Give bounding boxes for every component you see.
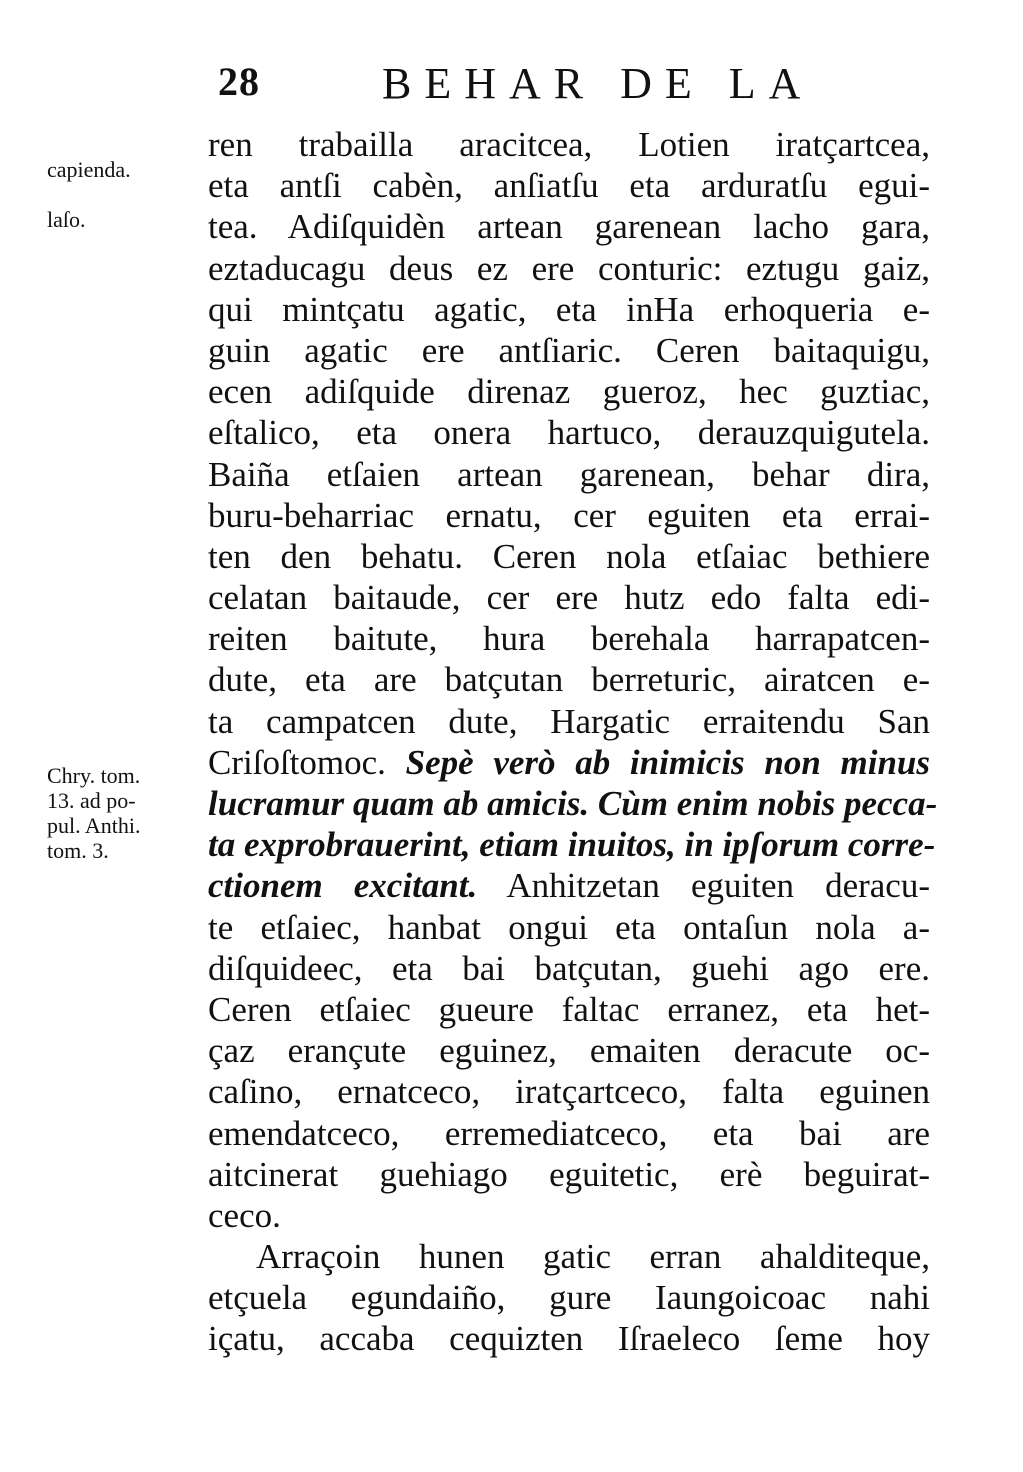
- text-segment: Ceren etſaiec gueure faltac erranez, eta het-: [208, 989, 930, 1029]
- page-number: 28: [218, 59, 260, 104]
- margin-note-citation: [47, 763, 141, 863]
- text-segment: ren trabailla aracitcea, Lotien iratçartcea,: [208, 125, 930, 164]
- text-segment: Baiña etſaien artean garenean, behar dira,: [208, 454, 930, 494]
- text-segment: tea. Adiſquidèn artean garenean lacho gara,: [208, 207, 930, 247]
- citation-line: tom. 3.: [47, 838, 109, 863]
- text-segment: celatan baitaude, cer ere hutz edo falta edi-: [208, 578, 930, 618]
- text-line: [208, 371, 930, 412]
- text-line: [208, 536, 930, 577]
- text-segment: te etſaiec, hanbat ongui eta ontaſun nola a-: [208, 907, 930, 947]
- text-segment: ceco.: [208, 1195, 281, 1235]
- text-line: [208, 1318, 930, 1359]
- text-line: [208, 742, 930, 783]
- text-line: [208, 412, 930, 453]
- text-line: [208, 618, 930, 659]
- margin-note: laſo.: [47, 207, 86, 232]
- text-line: [208, 289, 930, 330]
- text-line: [208, 165, 930, 206]
- text-segment: ten den behatu. Ceren nola etſaiac bethiere: [208, 536, 930, 576]
- text-segment: ta campatcen dute, Hargatic erraitendu San: [208, 701, 930, 741]
- text-segment: qui mintçatu agatic, eta inHa erhoqueria e-: [208, 289, 930, 329]
- text-line: [208, 701, 930, 742]
- text-line: [208, 577, 930, 618]
- text-line: [208, 989, 930, 1030]
- text-segment: caſino, ernatceco, iratçartceco, falta eguinen: [208, 1072, 930, 1112]
- text-line: [208, 783, 938, 824]
- text-segment: Arraçoin hunen gatic erran ahalditeque,: [256, 1237, 930, 1277]
- text-segment: çaz erançute eguinez, emaiten deracute oc-: [208, 1031, 930, 1071]
- text-segment: Criſoſtomoc.: [208, 742, 406, 782]
- text-segment: buru-beharriac ernatu, cer eguiten eta errai-: [208, 495, 930, 535]
- body-text: [208, 124, 938, 1360]
- text-segment: emendatceco, erremediatceco, eta bai are: [208, 1113, 930, 1153]
- running-title: BEHAR DE LA: [382, 59, 814, 108]
- text-line: [208, 907, 930, 948]
- text-line: [208, 824, 936, 865]
- latin-quote: ta exprobrauerint, etiam inuitos, in ipſorum corre-: [208, 825, 936, 865]
- text-segment: eztaducagu deus ez ere conturic: eztugu gaiz,: [208, 248, 930, 288]
- text-segment: dute, eta are batçutan berreturic, airatcen e-: [208, 660, 930, 700]
- text-line: [208, 1277, 930, 1318]
- text-line: [208, 1195, 930, 1236]
- text-segment: içatu, accaba cequizten Iſraeleco ſeme hoy: [208, 1319, 930, 1359]
- text-segment: Anhitzetan eguiten deracu-: [477, 866, 930, 906]
- text-line: [208, 1071, 930, 1112]
- text-line: [208, 330, 930, 371]
- latin-quote: ctionem excitant.: [208, 866, 478, 906]
- latin-quote: lucramur quam ab amicis. Cùm enim nobis pecca-: [208, 784, 938, 823]
- text-line: [208, 495, 930, 536]
- text-line: [208, 454, 930, 495]
- text-line: [208, 1113, 930, 1154]
- text-line: [208, 1030, 930, 1071]
- citation-line: Chry. tom.: [47, 763, 141, 788]
- text-line: [208, 659, 930, 700]
- text-segment: aitcinerat guehiago eguitetic, erè beguirat-: [208, 1154, 930, 1194]
- text-segment: guin agatic ere antſiaric. Ceren baitaquigu,: [208, 330, 930, 370]
- text-line: [208, 1154, 930, 1195]
- text-line: [208, 865, 930, 906]
- text-segment: diſquideec, eta bai batçutan, guehi ago ere.: [208, 948, 930, 988]
- text-segment: ecen adiſquide direnaz gueroz, hec guztiac,: [208, 372, 930, 412]
- margin-note: capienda.: [47, 157, 131, 182]
- text-line: [208, 206, 930, 247]
- text-line: [208, 948, 930, 989]
- citation-line: pul. Anthi.: [47, 813, 141, 838]
- latin-quote: Sepè verò ab inimicis non minus: [405, 742, 930, 782]
- citation-line: 13. ad po-: [47, 788, 136, 813]
- page-header: [0, 58, 1023, 108]
- text-line: [208, 1236, 930, 1277]
- text-line: [208, 124, 930, 165]
- text-line: [208, 248, 930, 289]
- text-segment: reiten baitute, hura berehala harrapatcen-: [208, 619, 930, 659]
- text-segment: etçuela egundaiño, gure Iaungoicoac nahi: [208, 1278, 930, 1318]
- text-segment: eſtalico, eta onera hartuco, derauzquigutela.: [208, 413, 930, 453]
- text-segment: eta antſi cabèn, anſiatſu eta arduratſu egui-: [208, 166, 930, 206]
